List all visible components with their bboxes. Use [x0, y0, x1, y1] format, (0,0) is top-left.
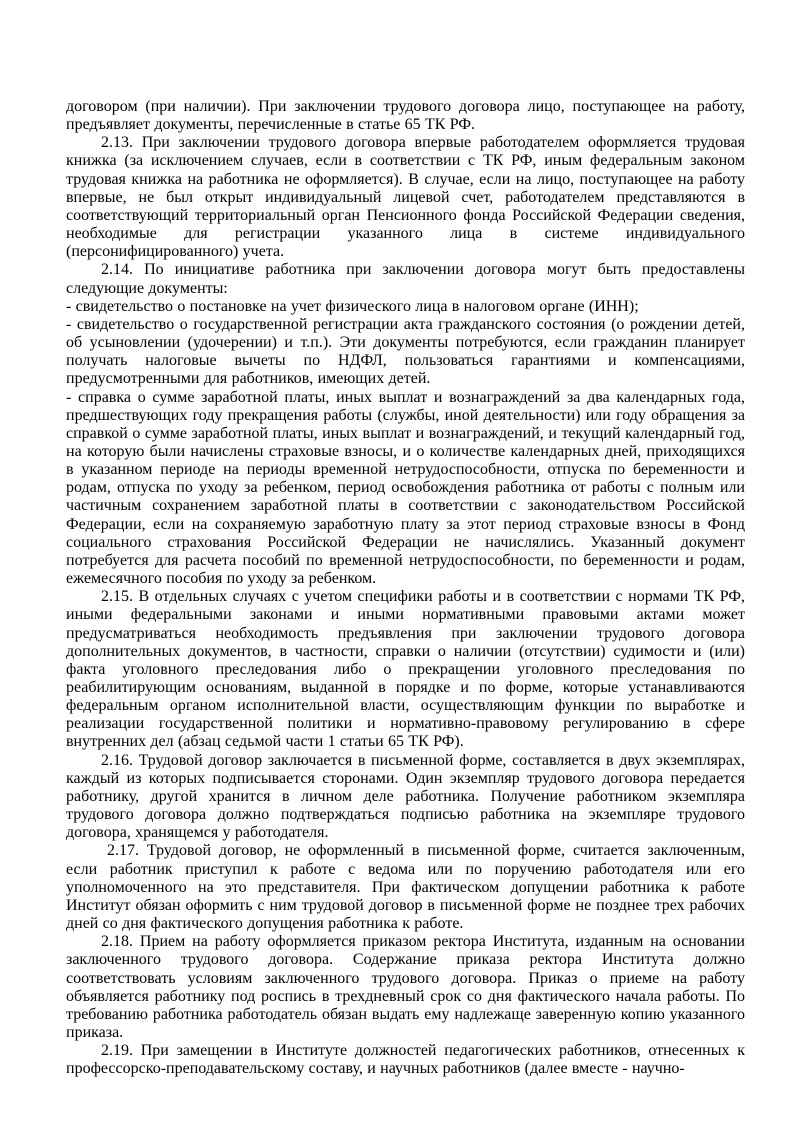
document-body	[66, 98, 745, 1078]
paragraph-2-15: 2.15. В отдельных случаях с учетом специфики работы и в соответствии с нормами ТК РФ, иными федеральными законами и иными нормативными правовыми актами может предусматриваться необходимость предъявления при заключении трудового договора дополнительных документов, в частности, справки о наличии (отсутствии) судимости и (или) факта уголовного преследования либо о прекращении уголовного преследования по реабилитирующим основаниям, выданной в порядке и по форме, которые устанавливаются федеральным органом исполнительной власти, осуществляющим функции по выработке и реализации государственной политики и нормативно-правовому регулированию в сфере внутренних дел (абзац седьмой части 1 статьи 65 ТК РФ).	[66, 588, 745, 751]
paragraph-continuation: договором (при наличии). При заключении трудового договора лицо, поступающее на работу, предъявляет документы, перечисленные в статье 65 ТК РФ.	[66, 98, 745, 134]
paragraph-2-17: 2.17. Трудовой договор, не оформленный в письменной форме, считается заключенным, если работник приступил к работе с ведома или по поручению работодателя или его уполномоченного на это представителя. При фактическом допущении работника к работе Институт обязан оформить с ним трудовой договор в письменной форме не позднее трех рабочих дней со дня фактического допущения работника к работе.	[66, 842, 745, 933]
list-item-salary-certificate: - справка о сумме заработной платы, иных выплат и вознаграждений за два календарных года, предшествующих году прекращения работы (службы, иной деятельности) или году обращения за справкой о сумме заработной платы, иных выплат и вознаграждений, и текущий календарный год, на которую были начислены страховые взносы, и о количестве календарных дней, приходящихся в указанном периоде на периоды временной нетрудоспособности, отпуска по беременности и родам, отпуска по уходу за ребенком, период освобождения работника от работы с полным или частичным сохранением заработной платы в соответствии с законодательством Российской Федерации, если на сохраняемую заработную плату за этот период страховые взносы в Фонд социального страхования Российской Федерации не начислялись. Указанный документ потребуется для расчета пособий по временной нетрудоспособности, по беременности и родам, ежемесячного пособия по уходу за ребенком.	[66, 388, 745, 588]
list-item-inn: - свидетельство о постановке на учет физического лица в налоговом органе (ИНН);	[66, 297, 639, 315]
paragraph-2-19: 2.19. При замещении в Институте должностей педагогических работников, отнесенных к профессорско-преподавательскому составу, и научных работников (далее вместе - научно-	[66, 1042, 745, 1078]
paragraph-2-16: 2.16. Трудовой договор заключается в письменной форме, составляется в двух экземплярах, каждый из которых подписывается сторонами. Один экземпляр трудового договора передается работнику, другой хранится в личном деле работника. Получение работником экземпляра трудового договора должно подтверждаться подписью работника на экземпляре трудового договора, хранящемся у работодателя.	[66, 751, 745, 842]
paragraph-2-14: 2.14. По инициативе работника при заключении договора могут быть предоставлены следующие документы:	[66, 261, 745, 297]
paragraph-2-13: 2.13. При заключении трудового договора впервые работодателем оформляется трудовая книжка (за исключением случаев, если в соответствии с ТК РФ, иным федеральным законом трудовая книжка на работника не оформляется). В случае, если на лицо, поступающее на работу впервые, не был открыт индивидуальный лицевой счет, работодателем представляются в соответствующий территориальный орган Пенсионного фонда Российской Федерации сведения, необходимые для регистрации указанного лица в системе индивидуального (персонифицированного) учета.	[66, 134, 745, 261]
list-item-civil-status: - свидетельство о государственной регистрации акта гражданского состояния (о рождении детей, об усыновлении (удочерении) и т.п.). Эти документы потребуются, если гражданин планирует получать налоговые вычеты по НДФЛ, пользоваться гарантиями и компенсациями, предусмотренными для работников, имеющих детей.	[66, 315, 745, 388]
paragraph-2-18: 2.18. Прием на работу оформляется приказом ректора Института, изданным на основании заключенного трудового договора. Содержание приказа ректора Института должно соответствовать условиям заключенного трудового договора. Приказ о приеме на работу объявляется работнику под роспись в трехдневный срок со дня фактического начала работы. По требованию работника работодатель обязан выдать ему надлежаще заверенную копию указанного приказа.	[66, 933, 745, 1041]
